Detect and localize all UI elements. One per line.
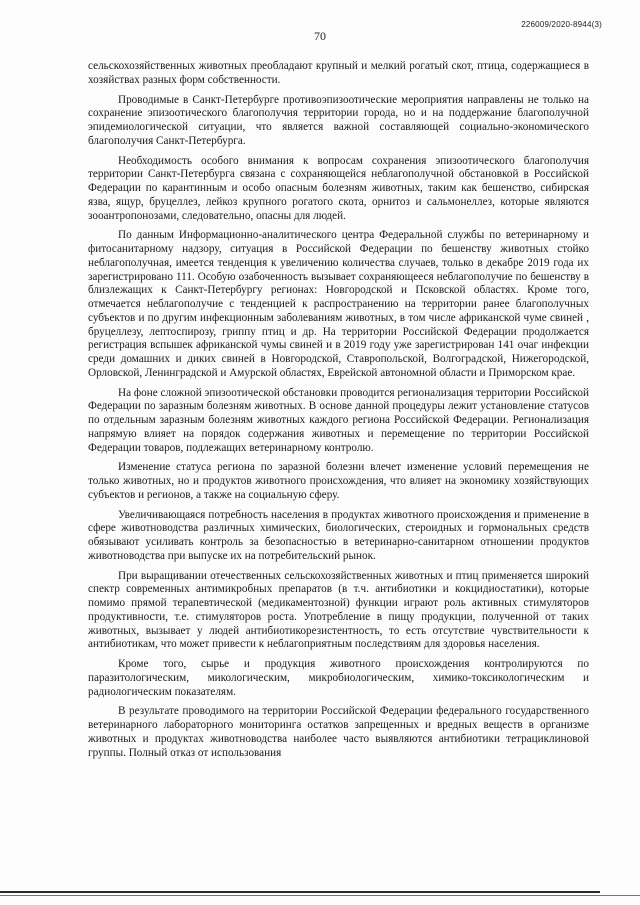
scan-edge-line: [0, 895, 640, 896]
paragraph: Кроме того, сырье и продукция животного происхождения контролируются по паразитологическим, микологическим, микробиологическим, химико-токсикологическим и радиологическим показателям.: [88, 658, 589, 698]
paragraph: При выращивании отечественных сельскохозяйственных животных и птиц применяется широкий спектр современных антимикробных препаратов (в т.ч. антибиотики и кокцидиостатики), которые помимо прямой терапевтической (медикаментозной) функции играют роль активных стимуляторов продуктивности, т.е. стимуляторов роста. Употребление в пищу продукции, полученной от таких животных, вызывает у людей антибиотикорезистентность, то есть отсутствие чувствительности к антибиотикам, что может привести к неблагоприятным последствиям для здоровья населения.: [88, 569, 589, 651]
document-body: [88, 60, 589, 766]
paragraph: сельскохозяйственных животных преобладают крупный и мелкий рогатый скот, птица, содержащиеся в хозяйствах разных форм собственности.: [88, 60, 589, 86]
paragraph: Проводимые в Санкт-Петербурге противоэпизоотические мероприятия направлены не только на сохранение эпизоотического благополучия территории города, но и на поддержание благополучной эпидемиологической ситуации, что является важной составляющей социально-экономического благополучия Санкт-Петербурга.: [88, 93, 589, 147]
paragraph: По данным Информационно-аналитического центра Федеральной службы по ветеринарному и фитосанитарному надзору, ситуация в Российской Федерации по бешенству животных стойко неблагополучная, имеется тенденция к увеличению количества случаев, только в декабре 2019 года их зарегистрировано 111. Особую озабоченность вызывает сохраняющееся неблагополучие по бешенству в близлежащих к Санкт-Петербургу регионах: Новгородской и Псковской областях. Кроме того, отмечается неблагополучие с тенденцией к распространению на территории ранее благополучных субъектов и по другим инфекционным заболеваниям животных, в том числе африканской чуме свиней , бруцеллезу, лептоспирозу, гриппу птиц и др. На территории Российской Федерации продолжается регистрация вспышек африканской чумы свиней и в 2019 году уже зарегистрирован 141 очаг инфекции среди домашних и диких свиней в Новгородской, Ставропольской, Волгоградской, Нижегородской, Орловской, Ленинградской и Амурской областях, Еврейской автономной области и Приморском крае.: [88, 229, 589, 379]
scan-edge-line: [0, 891, 600, 893]
paragraph: Изменение статуса региона по заразной болезни влечет изменение условий перемещения не только животных, но и продуктов животного происхождения, что влияет на экономику хозяйствующих субъектов и регионов, а также на социальную сферу.: [88, 461, 589, 501]
paragraph: Увеличивающаяся потребность населения в продуктах животного происхождения и применение в сфере животноводства различных химических, биологических, стероидных и гормональных средств обязывают усиливать контроль за безопасностью в ветеринарно-санитарном отношении продуктов животноводства при выпуске их на потребительский рынок.: [88, 508, 589, 562]
page-number: 70: [314, 29, 326, 43]
document-id: 226009/2020-8944(3): [521, 20, 602, 29]
paragraph: На фоне сложной эпизоотической обстановки проводится регионализация территории Российской Федерации по заразным болезням животных. В основе данной процедуры лежит установление статусов по отдельным заразным болезням животных каждого региона Российской Федерации. Регионализация напрямую влияет на порядок содержания животных и перемещение по территории Российской Федерации товаров, подлежащих ветеринарному контролю.: [88, 386, 589, 454]
paragraph: В результате проводимого на территории Российской Федерации федерального государственного ветеринарного лабораторного мониторинга остатков запрещенных и вредных веществ в организме животных и продуктах животноводства наиболее часто выявляются антибиотики тетрациклиновой группы. Полный отказ от использования: [88, 705, 589, 759]
paragraph: Необходимость особого внимания к вопросам сохранения эпизоотического благополучия территории Санкт-Петербурга связана с сохраняющейся неблагополучной обстановкой в Российской Федерации по карантинным и особо опасным болезням животных, таким как бешенство, сибирская язва, ящур, бруцеллез, лейкоз крупного рогатого скота, орнитоз и сальмонеллез, которые являются зооантропонозами, следовательно, опасны для людей.: [88, 154, 589, 222]
